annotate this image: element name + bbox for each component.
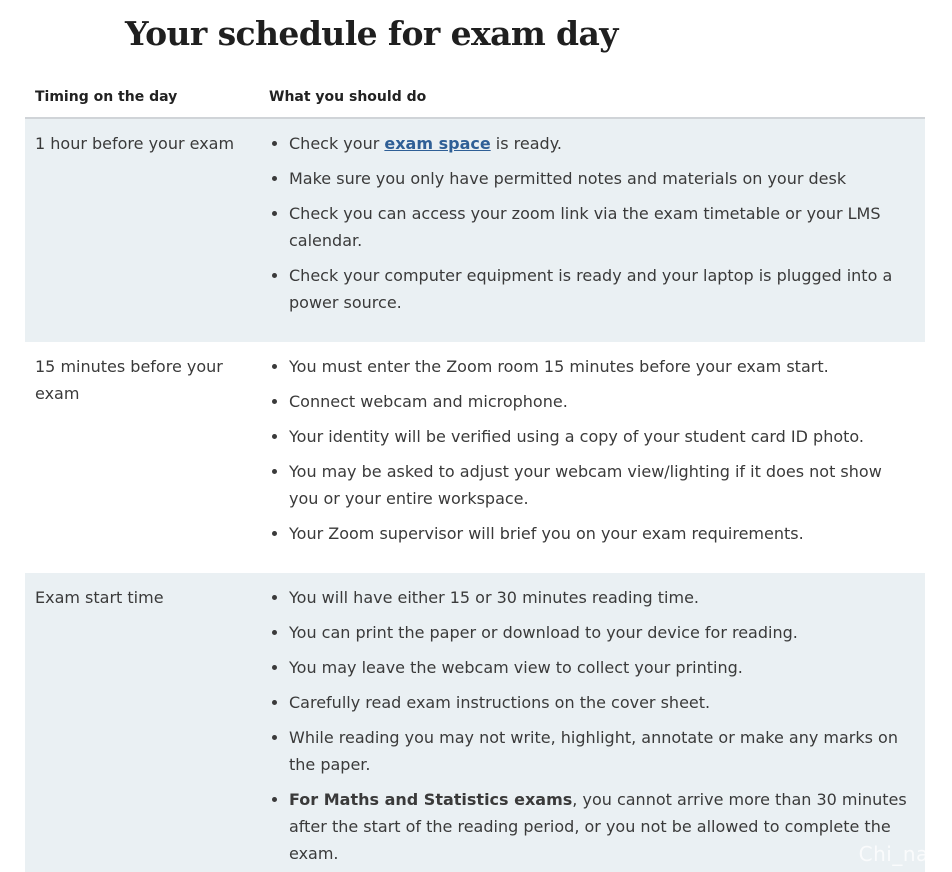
exam-schedule-table [25,76,925,872]
timing-cell: 15 minutes before your exam [35,357,223,403]
list-item: • You may be asked to adjust your webcam view/lighting if it does not show you or your entire workspace. [289,458,911,512]
action-list [259,119,925,342]
list-item [289,786,911,867]
timing-cell: 1 hour before your exam [25,118,259,342]
list-item: • Check your computer equipment is ready and your laptop is plugged into a power source. [289,262,911,316]
watermark: Chi_na2 [858,842,942,866]
table-row [25,573,925,872]
table-header-row [25,76,925,118]
action-list [259,342,925,573]
column-header-timing: Timing on the day [25,76,259,118]
action-cell [259,573,925,872]
list-item-text: is ready. [490,134,562,153]
list-item-text: , you cannot arrive more than 30 minutes after the start of the reading period, or you not be allowed to complete the exam. [289,790,907,863]
list-item: • You can print the paper or download to your device for reading. [289,619,911,646]
table-row [25,342,925,573]
exam-space-link[interactable]: exam space [384,134,491,153]
list-item: • You must enter the Zoom room 15 minutes before your exam start. [289,353,911,380]
column-header-action: What you should do [259,76,925,118]
list-item: • Carefully read exam instructions on the cover sheet. [289,689,911,716]
timing-cell: Exam start time [25,573,259,872]
list-item: • Your Zoom supervisor will brief you on your exam requirements. [289,520,911,547]
list-item: • Connect webcam and microphone. [289,388,911,415]
action-cell [259,118,925,342]
list-item: • You may leave the webcam view to collect your printing. [289,654,911,681]
list-item: • You will have either 15 or 30 minutes reading time. [289,584,911,611]
action-list [259,573,925,872]
page-title: Your schedule for exam day [125,14,618,53]
list-item: • Make sure you only have permitted notes and materials on your desk [289,165,911,192]
list-item-emphasis: For Maths and Statistics exams [289,790,573,809]
table-row [25,118,925,342]
list-item-text: Check your [289,134,385,153]
list-item: • Your identity will be verified using a copy of your student card ID photo. [289,423,911,450]
list-item: • Check you can access your zoom link via the exam timetable or your LMS calendar. [289,200,911,254]
list-item [289,130,911,157]
list-item: • While reading you may not write, highlight, annotate or make any marks on the paper. [289,724,911,778]
action-cell [259,342,925,573]
